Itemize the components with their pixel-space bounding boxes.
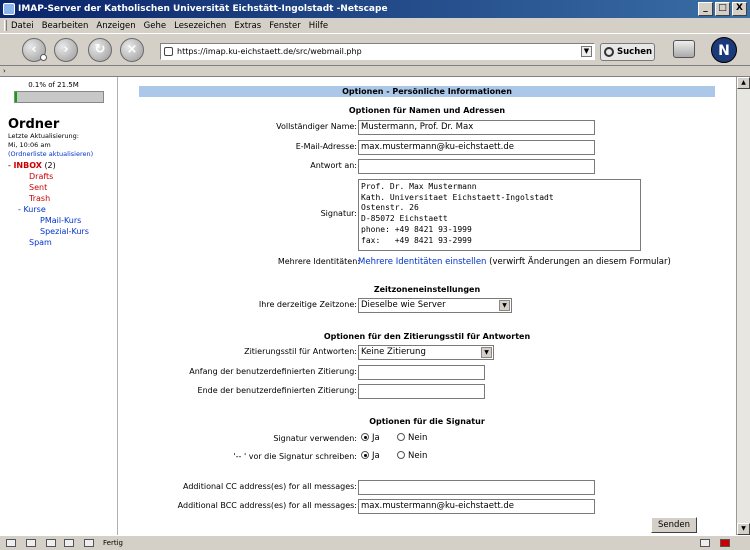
close-button[interactable]: X	[732, 2, 747, 16]
url-dropdown-icon[interactable]: ▼	[581, 46, 592, 57]
quote-end-label: Ende der benutzerdefinierten Zitierung:	[197, 386, 357, 395]
print-icon[interactable]	[673, 40, 695, 58]
dashes-label: '-- ' vor die Signatur schreiben:	[233, 452, 357, 461]
radio-unchecked-icon	[397, 433, 405, 441]
status-text: Fertig	[103, 539, 123, 547]
chevron-down-icon: ▼	[481, 347, 492, 358]
menu-bar	[0, 18, 750, 33]
radio-checked-icon	[361, 451, 369, 459]
menu-hilfe[interactable]: Hilfe	[308, 20, 329, 31]
folder-sent[interactable]: Sent	[29, 183, 48, 192]
scroll-up-icon[interactable]: ▲	[737, 77, 750, 89]
folder-kurse[interactable]: Kurse	[23, 205, 46, 214]
reply-to-label: Antwort an:	[310, 161, 357, 170]
menu-lesezeichen[interactable]: Lesezeichen	[174, 20, 227, 31]
bcc-label: Additional BCC address(es) for all messages:	[177, 501, 357, 510]
timezone-label: Ihre derzeitige Zeitzone:	[258, 300, 357, 309]
address-book-icon[interactable]	[64, 539, 74, 547]
dashes-yes-radio[interactable]	[361, 451, 380, 461]
back-button[interactable]: ‹	[22, 38, 46, 62]
folders-title: Ordner	[8, 117, 60, 132]
status-bar	[0, 535, 750, 550]
identities-label: Mehrere Identitäten:	[277, 257, 360, 266]
search-button[interactable]	[600, 43, 655, 61]
app-icon	[3, 3, 15, 15]
options-main	[119, 77, 735, 535]
cc-label: Additional CC address(es) for all messages:	[183, 482, 357, 491]
bcc-input[interactable]: max.mustermann@ku-eichstaett.de	[358, 499, 595, 514]
reply-to-input[interactable]	[358, 159, 595, 174]
quota-bar-fill	[15, 92, 17, 102]
scroll-down-icon[interactable]: ▼	[737, 523, 750, 535]
quote-start-input[interactable]	[358, 365, 485, 380]
dashes-yes-label: Ja	[372, 451, 380, 461]
use-signature-no-label: Nein	[408, 433, 428, 443]
tab-strip[interactable]: ›	[0, 66, 750, 77]
quote-section-title: Optionen für den Zitierungsstil für Antworten	[323, 332, 531, 341]
fullname-input[interactable]: Mustermann, Prof. Dr. Max	[358, 120, 595, 135]
email-input[interactable]: max.mustermann@ku-eichstaett.de	[358, 140, 595, 155]
timezone-select[interactable]	[358, 298, 512, 313]
menu-extras[interactable]: Extras	[234, 20, 262, 31]
quote-end-input[interactable]	[358, 384, 485, 399]
menu-gehe[interactable]: Gehe	[143, 20, 167, 31]
quote-style-label: Zitierungsstil für Antworten:	[244, 347, 357, 356]
email-label: E-Mail-Adresse:	[295, 142, 357, 151]
use-signature-yes-label: Ja	[372, 433, 380, 443]
folder-drafts[interactable]: Drafts	[29, 172, 54, 181]
netscape-logo-icon[interactable]: N	[711, 37, 737, 63]
quote-style-value: Keine Zitierung	[361, 347, 426, 357]
window-title: IMAP-Server der Katholischen Universität Eichstätt-Ingolstadt -Netscape	[18, 4, 388, 14]
use-signature-no-radio[interactable]	[397, 433, 427, 443]
signature-label: Signatur:	[320, 209, 357, 218]
maximize-button[interactable]: □	[715, 2, 730, 16]
search-label: Suchen	[617, 47, 653, 57]
use-signature-label: Signatur verwenden:	[273, 434, 357, 443]
dashes-no-label: Nein	[408, 451, 428, 461]
timezone-section-title: Zeitzoneneinstellungen	[373, 285, 481, 294]
page-title: Optionen - Persönliche Informationen	[139, 86, 715, 97]
radio-unchecked-icon	[397, 451, 405, 459]
identities-note: (verwirft Änderungen an diesem Formular)	[489, 257, 671, 267]
navigator-icon[interactable]	[6, 539, 16, 547]
stop-button[interactable]: ×	[120, 38, 144, 62]
quote-start-label: Anfang der benutzerdefinierten Zitierung:	[189, 367, 357, 376]
folder-pmail-kurs[interactable]: PMail-Kurs	[40, 216, 82, 225]
quote-style-select[interactable]	[358, 345, 494, 360]
mail-icon[interactable]	[26, 539, 36, 547]
timezone-value: Dieselbe wie Server	[361, 300, 446, 310]
url-text: https://imap.ku-eichstaett.de/src/webmail.php	[177, 47, 362, 56]
reload-button[interactable]: ↻	[88, 38, 112, 62]
forward-button[interactable]: ›	[54, 38, 78, 62]
signature-section-title: Optionen für die Signatur	[369, 417, 485, 426]
cc-input[interactable]	[358, 480, 595, 495]
lock-icon	[164, 47, 173, 56]
quota-bar	[14, 91, 104, 103]
url-bar[interactable]	[160, 43, 595, 60]
refresh-folders-link[interactable]: (Ordnerliste aktualisieren)	[8, 150, 94, 158]
inbox-count: (2)	[44, 161, 56, 170]
last-update-label: Letzte Aktualisierung:	[8, 132, 79, 140]
folder-spam[interactable]: Spam	[29, 238, 52, 247]
status-flag-icon	[720, 539, 730, 547]
folder-sidebar: 0.1% of 21.5M Ordner Letzte Aktualisierung: Mi, 10:06 am (Ordnerliste aktualisieren) - INBOX (2) Drafts Sent Trash - Kurse PMail-Kurs Spezial-Kurs Spam	[0, 77, 118, 535]
fullname-label: Vollständiger Name:	[276, 122, 357, 131]
dashes-no-radio[interactable]	[397, 451, 427, 461]
menu-anzeigen[interactable]: Anzeigen	[96, 20, 136, 31]
back-dropdown-icon[interactable]	[40, 54, 47, 61]
chevron-down-icon: ▼	[499, 300, 510, 311]
folder-spezial-kurs[interactable]: Spezial-Kurs	[40, 227, 89, 236]
search-icon	[604, 47, 614, 57]
radio-checked-icon	[361, 433, 369, 441]
names-section-title: Optionen für Namen und Adressen	[348, 106, 506, 115]
menu-bearbeiten[interactable]: Bearbeiten	[41, 20, 89, 31]
quota-text: 0.1% of 21.5M	[28, 81, 79, 89]
vertical-scrollbar[interactable]	[736, 77, 750, 535]
last-update-time: Mi, 10:06 am	[8, 141, 51, 149]
online-icon[interactable]	[84, 539, 94, 547]
menu-grip	[4, 20, 7, 31]
folder-trash[interactable]: Trash	[29, 194, 51, 203]
menu-fenster[interactable]: Fenster	[269, 20, 301, 31]
folder-inbox[interactable]: INBOX	[13, 161, 42, 170]
security-icon[interactable]	[700, 539, 710, 547]
minimize-button[interactable]: _	[698, 2, 713, 16]
composer-icon[interactable]	[46, 539, 56, 547]
send-button[interactable]: Senden	[651, 517, 697, 533]
identities-link[interactable]: Mehrere Identitäten einstellen	[358, 257, 487, 267]
navigation-toolbar	[0, 33, 750, 66]
menu-datei[interactable]: Datei	[11, 20, 34, 31]
use-signature-yes-radio[interactable]	[361, 433, 380, 443]
title-bar	[0, 0, 750, 18]
signature-textarea[interactable]	[358, 179, 641, 251]
